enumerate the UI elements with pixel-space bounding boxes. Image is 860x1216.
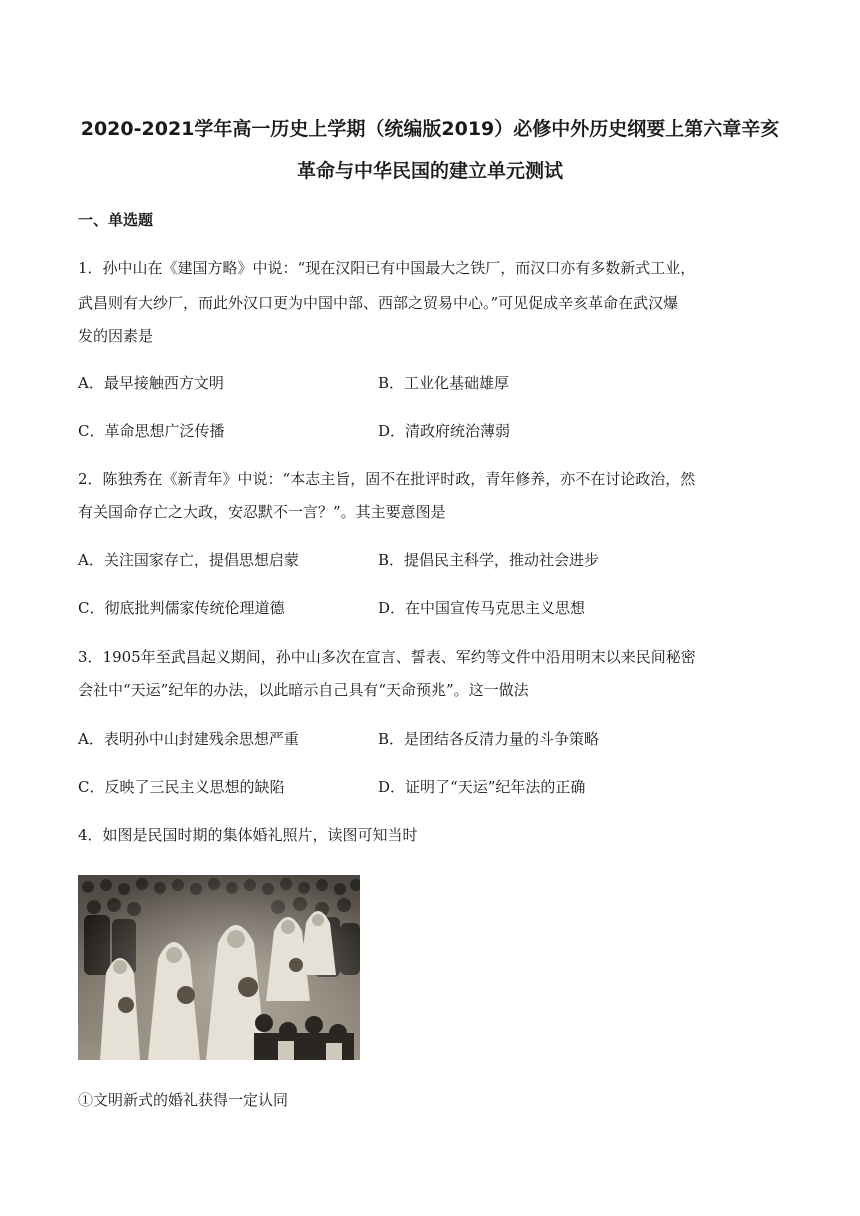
question-1-stem-line-3: 发的因素是 xyxy=(78,327,154,345)
document-title-line-2: 革命与中华民国的建立单元测试 xyxy=(296,160,563,182)
question-4-stem-line-1: 4．如图是民国时期的集体婚礼照片，读图可知当时 xyxy=(78,826,418,844)
question-2-option-a: A．关注国家存亡，提倡思想启蒙 xyxy=(78,551,299,569)
document-title-line-1: 2020-2021学年高一历史上学期（统编版2019）必修中外历史纲要上第六章辛亥 xyxy=(80,118,780,140)
question-1-option-a: A．最早接触西方文明 xyxy=(78,374,224,392)
question-4-statement-1: ①文明新式的婚礼获得一定认同 xyxy=(78,1091,289,1109)
question-2-option-c: C．彻底批判儒家传统伦理道德 xyxy=(78,599,285,617)
question-1-stem-line-2: 武昌则有大纱厂，而此外汉口更为中国中部、西部之贸易中心。”可见促成辛亥革命在武汉爆 xyxy=(78,294,679,312)
question-1-option-c: C．革命思想广泛传播 xyxy=(78,422,225,440)
question-1-option-d: D．清政府统治薄弱 xyxy=(378,422,511,440)
question-1-stem-line-1: 1．孙中山在《建国方略》中说：“现在汉阳已有中国最大之铁厂，而汉口亦有多数新式工业， xyxy=(78,259,696,277)
question-2-stem-line-2: 有关国命存亡之大政，安忍默不一言？”。其主要意图是 xyxy=(78,503,446,521)
question-2-option-d: D．在中国宣传马克思主义思想 xyxy=(378,599,586,617)
section-heading: 一、单选题 xyxy=(78,211,154,229)
question-1-option-b: B．工业化基础雄厚 xyxy=(378,374,510,392)
question-3-option-c: C．反映了三民主义思想的缺陷 xyxy=(78,778,285,796)
question-3-option-b: B．是团结各反清力量的斗争策略 xyxy=(378,730,600,748)
question-3-stem-line-1: 3．1905年至武昌起义期间，孙中山多次在宣言、誓表、军约等文件中沿用明末以来民间秘密 xyxy=(78,648,696,666)
question-3-stem-line-2: 会社中“天运”纪年的办法，以此暗示自己具有“天命预兆”。这一做法 xyxy=(78,681,529,699)
wedding-photo xyxy=(78,875,360,1060)
question-3-option-d: D．证明了“天运”纪年法的正确 xyxy=(378,778,586,796)
question-2-option-b: B．提倡民主科学，推动社会进步 xyxy=(378,551,600,569)
question-3-option-a: A．表明孙中山封建残余思想严重 xyxy=(78,730,299,748)
wedding-photo-illustration xyxy=(78,875,360,1060)
question-2-stem-line-1: 2．陈独秀在《新青年》中说：“本志主旨，固不在批评时政，青年修养，亦不在讨论政治，然 xyxy=(78,470,696,488)
